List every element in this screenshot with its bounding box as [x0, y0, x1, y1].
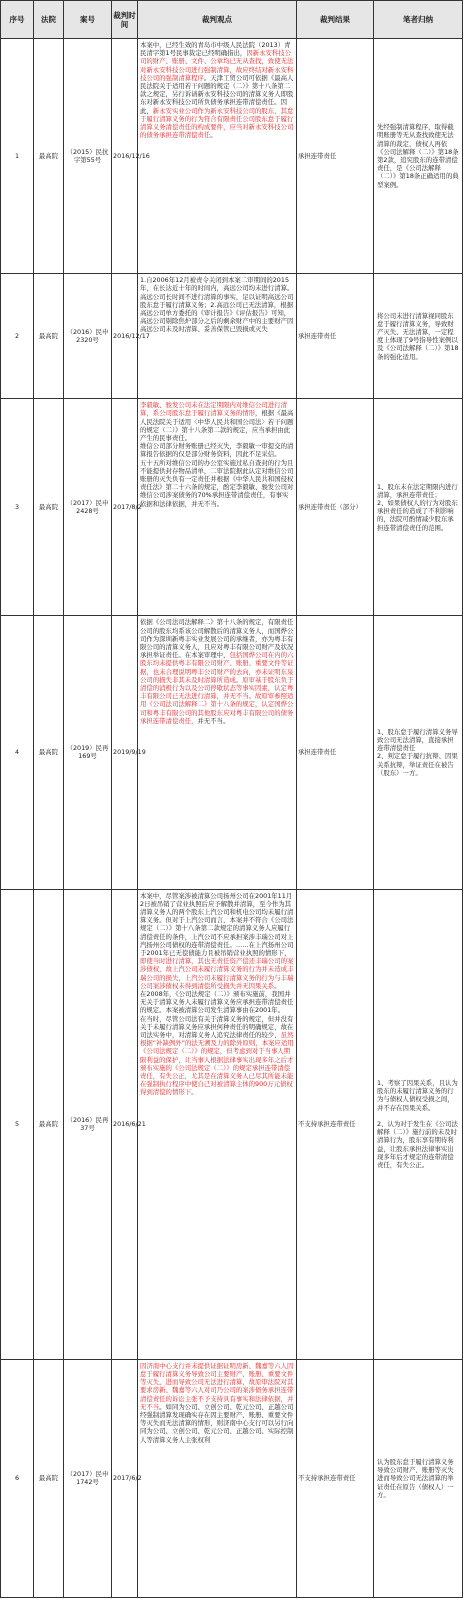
- cell-view: [138, 399, 297, 616]
- cell-case: （2019）民再169号: [64, 616, 112, 889]
- cell-result: 承担连带责任: [297, 39, 374, 274]
- cell-view: [138, 616, 297, 889]
- cell-view: [138, 274, 297, 399]
- header-date: 裁判时间: [112, 1, 138, 39]
- cell-result: 不支持承担连带责任: [297, 889, 374, 1359]
- table-row: [1, 616, 463, 889]
- cell-note: 1、股东怠于履行清算义务导致公司无法清算，直接承担连带清偿责任 2、判定怠于履行抗辩、因果关系抗辩，举证责任在被告（股东）一方。: [374, 616, 463, 889]
- cell-date: 2019/9/19: [112, 616, 138, 889]
- view-text: 依据《公司法司法解释二》第十八条的规定，有限责任公司的股东均系该公司解散后的清算义务人，而国烨公司作为深圳新粤丰实业发展公司的承继者，亦为粤丰有限公司的清算义务人，且应对粤丰有限公司财产及状况承担举证责任。在本案审理中，: [140, 618, 294, 660]
- cell-date: 2017/8/2: [112, 399, 138, 616]
- cell-result: 不支持承担连带责任: [297, 1359, 374, 1597]
- cell-note: 1、股东未在法定期限内进行清算，承担连带责任； 2、如果债权人的行为对股东承担责任的造成了不利影响的，法院可酌情减少股东承担连带清偿责任的范围。: [374, 399, 463, 616]
- cell-note: 将公司未进行清算视同股东怠于履行清算义务，导致财产灭失、无法清算，一定程度上体现了9号指导性案例以及《公司法解释（二）》第18条的强化适用。: [374, 274, 463, 399]
- cell-no: 1: [1, 39, 34, 274]
- cell-result: 承担连带责任: [297, 274, 374, 399]
- table-header-row: [1, 1, 463, 39]
- cell-result: 承担连带责任: [297, 616, 374, 889]
- table-row: [1, 889, 463, 1359]
- table-row: [1, 39, 463, 274]
- view-text: 。 在2008年，《公司法规定（二）》颁布实施前，我国并无关于清算义务人未履行清算义务应承担连带清偿责任的规定。本案被清算公司发生清算事由在2001年。 在当时，尽管公司法有关于清算义务的规定，但并没有关于未履行清算义务应承担何种责任的明确规定，故在司法实务中，对清算义务人追究法律责任的较少，: [140, 981, 294, 1039]
- cell-court: 最高院: [34, 1359, 64, 1597]
- highlighted-text: 即使当时进行清算，其也无责任资产偿还丰瑞公司的案涉债权，故上汽公司未履行清算义务的行为并未造成丰瑞公司的损失，上汽公司未履行清算义务的行为与丰瑞公司案涉债权未得到清偿所受损失并无因果关系: [140, 957, 294, 990]
- highlighted-text: 包括国烨公司在内的六股东均未提供粤丰有限公司财产、账册、重要文件等证据，也未合理说明粤丰公司财产的去向，亦未证明东泉公司的损失非其未及时清算所造成。原审基于股东负于清偿的消极行为以及公司停歇状态等事实因素，认定粤丰有限公司已无法进行清算，并无不当。故原审参照适用《公司法司法解释二》第十八条的规定，认定国烨公司和粤丰有限公司的其他股东应对粤丰有限公司的债务承担连带清偿责任，: [140, 651, 294, 725]
- cell-case: （2016）民申2320号: [64, 274, 112, 399]
- view-text: 本案中，已经生效的青岛市中级人民法院（2013）青民清字第1号民事裁定已经明确指出，: [140, 41, 291, 58]
- view-text: 1.自2006年12月被责令关闭到本案二审期间的2015年，在长达近十年的时间内，高远公司均未进行清算。高远公司长时间不进行清算的事实，足以证明高远公司股东怠于履行清算义务；2.高远公司已无法清算，根据高远公司单方委托的《审计报告》《评估报告》可知，高远公司剔除焦炉部分之后的剩余财产中的主要财产因高远公司未及时清算、妥善保管已毁损或灭失: [140, 276, 294, 334]
- table-row: [1, 1359, 463, 1597]
- cell-case: （2017）民申1742号: [64, 1359, 112, 1597]
- cell-no: 6: [1, 1359, 34, 1597]
- cell-note: 认为股东怠于履行清算义务导致公司财产、账册等灭失进而导致公司无法清算的举证责任在原告（债权人）一方。: [374, 1359, 463, 1597]
- view-text: 并无不当。: [197, 716, 230, 725]
- cell-court: 最高院: [34, 399, 64, 616]
- cell-date: 2016/12/17: [112, 274, 138, 399]
- view-text: 。: [210, 131, 217, 140]
- cell-no: 4: [1, 616, 34, 889]
- header-no: 序号: [1, 1, 34, 39]
- cell-court: 最高院: [34, 39, 64, 274]
- cell-no: 5: [1, 889, 34, 1359]
- cell-view: [138, 1359, 297, 1597]
- header-view: 裁判观点: [138, 1, 297, 39]
- view-text: 本案中，尽管案涉被清算公司扬州公司在2001年11月2日被吊销了营业执照后应予解散并清算，至今作为其清算义务人的两个股东上汽公司和机电公司均未履行清算义务。但对于上汽公司而言，本案并不符合《公司法规定（二）》第十八条第二款规定的清算义务人应履行清偿责任的条件，上汽公司不应承担案涉丰瑞公司对上汽扬州公司债权的连带清偿责任。……在上汽扬州公司于2001年已无偿债能力且被吊销营业执照的情形下，: [140, 891, 294, 957]
- cell-court: 最高院: [34, 274, 64, 399]
- highlighted-text: 因济南中心支行并未提供证据证明房新、魏嘉等六人因怠于履行清算义务导致公司主要财产、账册、重要文件等灭失，进而导致公司无法进行清算，故原审法院对其要求房新、魏嘉等六人对司乃公司的案涉债务承担连带清偿责任的诉讼主张不予支持具有事实和法律依据，并无不当: [140, 1361, 294, 1411]
- cell-case: （2016）民再37号: [64, 889, 112, 1359]
- cell-date: 2016/6/21: [112, 889, 138, 1359]
- cell-date: 2016/12/16: [112, 39, 138, 274]
- cell-view: [138, 39, 297, 274]
- highlighted-text: 因新永安科技公司的财产、账册、文件、公章均已无从查找，致使无法对新永安科技公司进行强制清算，故应终结对新永安科技公司的强制清算程序: [140, 49, 294, 82]
- table-row: [1, 399, 463, 616]
- cell-no: 3: [1, 399, 34, 616]
- header-note: 笔者归纳: [374, 1, 463, 39]
- cell-court: 最高院: [34, 889, 64, 1359]
- cell-no: 2: [1, 274, 34, 399]
- view-text: ，根据《最高人民法院关于适用〈中华人民共和国公司法〉若干问题的规定（二）》第十八条第二款的规定，应当承担由此产生的民事责任。 维信公司部分财务账册已经灭失，李毅敏一审提交的清算报告依据的仅是部分财务资料，因此不足采信。 五十五所对维信公司的办公室实施过私自查封的行为且不能提供封存物品清单，二审法院据此认定对维信公司账册的灭失负有一定责任并根据《中华人民共和国侵权责任法》第二十六条的规定，酌定李毅敏、骏发公司对维信公司涉案债务的70%承担连带清偿责任，有事实依据和法律依据，并无不当。: [140, 409, 294, 508]
- cell-date: 2017/6/2: [112, 1359, 138, 1597]
- highlighted-text: 新永安实业公司作为新永安科技公司的股东，其怠于履行清算义务的行为符合有限责任公司股东怠于履行清算义务清偿责任的构成要件，应当对新永安科技公司的债务承担连带清偿责任: [140, 106, 294, 140]
- highlighted-text: 虽然根据“补缺例外”的法无溯及力的除外原则，本案应适用《公司法规定（二）》的规定，但考虑到对于当事人期限利益的保护，让当事人根据法律事实出现多年之后才颁布实施的《公司法规定（二）》的规定承担连带清偿责任，有失公正，尤其是在清算义务人已尽其所能未能在强制执行程序中使自己对被清算主体的900万元债权得到清偿的情形下。: [140, 1030, 294, 1097]
- view-text: 。天津工贸公司可依据《最高人民法院关于适用若干问题的规定（二）》第十八条第二款之规定，另行诉请新永安科技公司的清算义务人即股东对新永安科技公司所负债务承担连带清偿责任。因此，: [140, 73, 294, 115]
- highlighted-text: 李毅敏、骏发公司未在法定期限内对维信公司进行清算，系公司股东怠于履行清算义务的情形: [140, 401, 287, 418]
- cell-result: 承担连带责任（部分）: [297, 399, 374, 616]
- cell-note: 先经强制清算程序，取得截明账册等无从查找致使无法清算的裁定，债权人再依《公司法解释（二）》第18条第2款，追究股东的连带清偿责任，是《公司法解释（二）》第18条正确适用的典型案例。: [374, 39, 463, 274]
- cell-court: 最高院: [34, 616, 64, 889]
- cell-view: [138, 889, 297, 1359]
- table-row: [1, 274, 463, 399]
- cell-case: （2015）民抗字第55号: [64, 39, 112, 274]
- header-result: 裁判结果: [297, 1, 374, 39]
- cell-case: （2017）民申2428号: [64, 399, 112, 616]
- cell-note: 1、考察了因果关系，且认为股东的未履行清算义务的行为与债权人债权受损之间，并不存在因果关系。 2、认为对于发生在《公司法解释（二）》施行前的未及时清算行为，股东享有期待利益，让股东承担法律事实出现多年后才规定的连带清偿责任，有失公正。: [374, 889, 463, 1359]
- header-case: 案号: [64, 1, 112, 39]
- header-court: 法院: [34, 1, 64, 39]
- view-text: 。如同为公司、立创公司、乾元公司、正越公司经强制清算发现确实存在因主要财产、账册、重要文件等灭失而无法清算的情形，则济南中心支行可以另行向同为公司、立创公司、乾元公司、正越公司、实际控制人等清算义务人主张权利: [140, 1402, 294, 1444]
